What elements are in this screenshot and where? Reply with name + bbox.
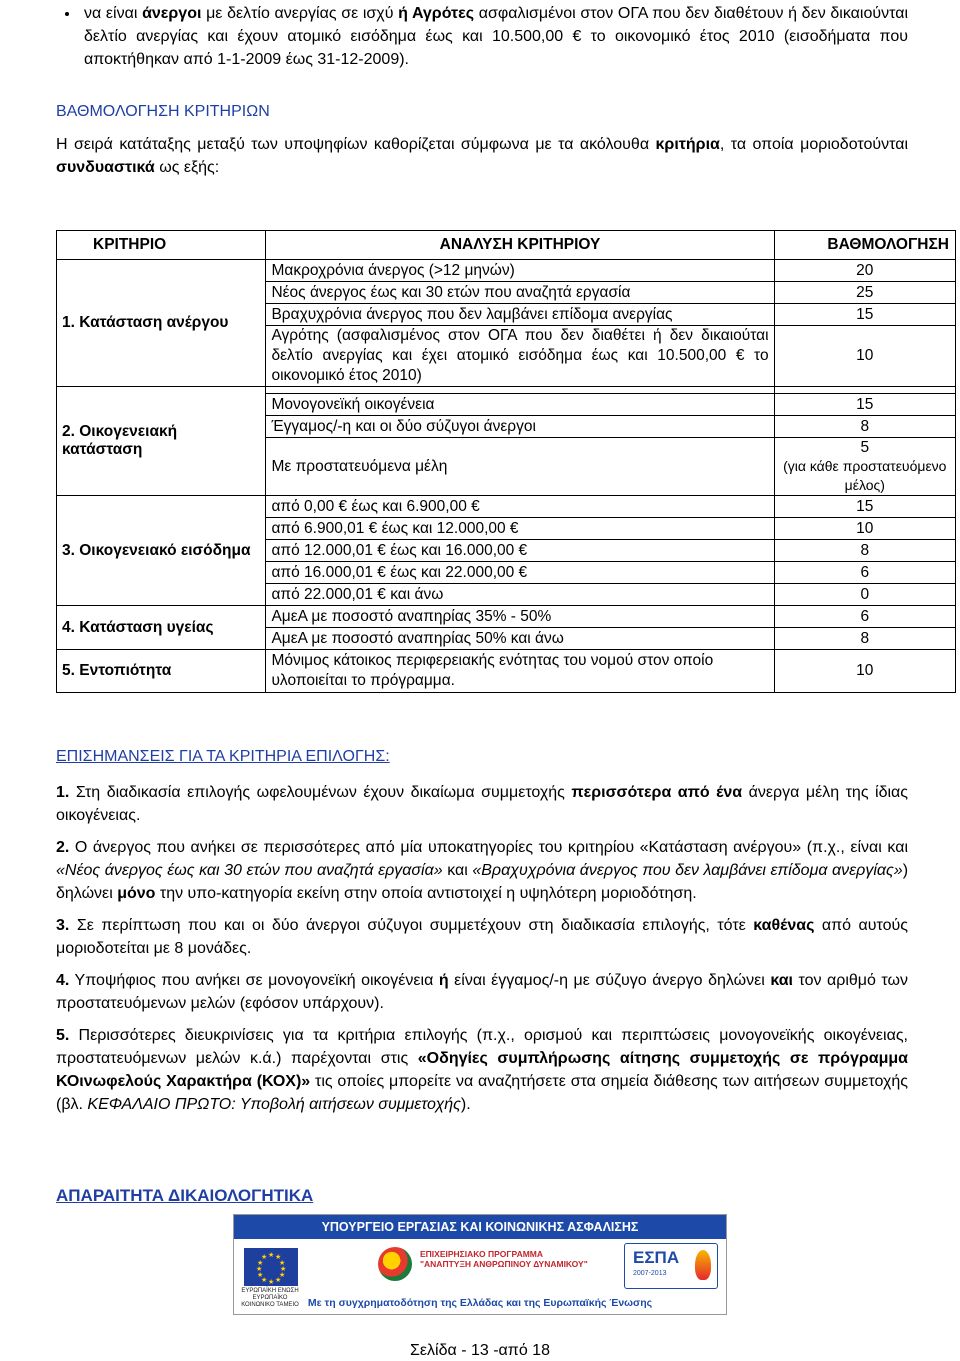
criterion-score: 0 <box>774 584 955 606</box>
criterion-score: 6 <box>774 562 955 584</box>
criterion-desc: από 12.000,01 € έως και 16.000,00 € <box>266 540 774 562</box>
criterion-score-cell <box>774 438 955 496</box>
header-analysis: ΑΝΑΛΥΣΗ ΚΡΙΤΗΡΙΟΥ <box>266 231 774 260</box>
criteria-table <box>56 230 956 693</box>
ministry-title: ΥΠΟΥΡΓΕΙΟ ΕΡΓΑΣΙΑΣ ΚΑΙ ΚΟΙΝΩΝΙΚΗΣ ΑΣΦΑΛΙΣΗΣ <box>234 1215 726 1239</box>
criterion-desc: ΑμεΑ με ποσοστό αναπηρίας 35% - 50% <box>266 606 774 628</box>
header-score: ΒΑΘΜΟΛΟΓΗΣΗ <box>774 231 955 260</box>
espa-flame-icon <box>695 1250 711 1280</box>
table-header-row <box>57 231 956 260</box>
note-1: 1. Στη διαδικασία επιλογής ωφελουμένων έχουν δικαίωμα συμμετοχής περισσότερα από ένα άνεργα μέλη της ίδιας οικογένειας. <box>56 784 909 824</box>
intro-bullet-item: • να είναι άνεργοι με δελτίο ανεργίας σε ισχύ ή Αγρότες ασφαλισμένοι στον ΟΓΑ που δεν διαθέτουν ή δεν δικαιούνται δελτίο ανεργίας και έχουν ατομικό εισόδημα έως και 10.500,00 € το οικονομικό έτος 2010 (εισοδήματα που αποκτήθηκαν από 1-1-2009 έως 31-12-2009). <box>80 2 908 71</box>
program-logo-icon <box>378 1247 412 1281</box>
program-name: ΕΠΙΧΕΙΡΗΣΙΑΚΟ ΠΡΟΓΡΑΜΜΑ "ΑΝΑΠΤΥΞΗ ΑΝΘΡΩΠΙΝΟΥ ΔΥΝΑΜΙΚΟΥ" <box>420 1249 588 1269</box>
criterion-desc: Μονογονεϊκή οικογένεια <box>266 394 774 416</box>
note-5: 5. Περισσότερες διευκρινίσεις για τα κριτήρια επιλογής (π.χ., ορισμού και περιπτώσεις μονογονεϊκής οικογένειας, προστατευόμενων μελών κ.ά.) παρέχονται στις «Οδηγίες συμπλήρωσης αίτησης συμμετοχής σε πρόγραμμα ΚΟινωφελούς Χαρακτήρα (ΚΟΧ)» τις οποίες μπορείτε να αναζητήσετε στα σημεία διάθεσης των αιτήσεων συμμετοχής (βλ. ΚΕΦΑΛΑΙΟ ΠΡΩΤΟ: Υποβολή αιτήσεων συμμετοχής). <box>56 1027 909 1113</box>
criterion-desc: από 16.000,01 € έως και 22.000,00 € <box>266 562 774 584</box>
table-row <box>57 650 956 693</box>
note-2: 2. Ο άνεργος που ανήκει σε περισσότερες από μία υποκατηγορίες του κριτηρίου «Κατάσταση ανέργου» (π.χ., είναι και «Νέος άνεργος έως και 30 ετών που αναζητά εργασία» και «Βραχυχρόνια άνεργος που δεν λαμβάνει επίδομα ανεργίας») δηλώνει μόνο την υπο-κατηγορία εκείνη στην οποία αντιστοιχεί η υψηλότερη μοριοδότηση. <box>56 839 909 902</box>
eu-flag-icon: ★ ★ ★ ★ ★ ★ ★ ★ ★ ★ ★ ★ <box>244 1248 298 1286</box>
criterion-score-note: (για κάθε προστατευόμενο μέλος) <box>783 458 947 493</box>
criterion-name: 2. Οικογενειακή κατάσταση <box>57 387 266 496</box>
header-criterion: ΚΡΙΤΗΡΙΟ <box>57 231 266 260</box>
criterion-score: 15 <box>774 394 955 416</box>
criterion-score: 5 <box>860 439 870 456</box>
criterion-score: 8 <box>774 416 955 438</box>
criterion-score: 10 <box>774 518 955 540</box>
criterion-score: 8 <box>774 540 955 562</box>
criterion-desc: από 6.900,01 € έως και 12.000,00 € <box>266 518 774 540</box>
table-row <box>57 260 956 282</box>
notes-block <box>56 781 908 1125</box>
table-row <box>57 606 956 628</box>
criteria-intro-paragraph: Η σειρά κατάταξης μεταξύ των υποψηφίων καθορίζεται σύμφωνα με τα ακόλουθα κριτήρια, τα οποία μοριοδοτούνται συνδυαστικά ως εξής: <box>56 136 909 176</box>
criterion-desc: από 0,00 € έως και 6.900,00 € <box>266 496 774 518</box>
page-number-footer: Σελίδα - 13 -από 18 <box>410 1342 550 1359</box>
espa-wordmark: ΕΣΠΑ <box>633 1248 680 1267</box>
table-row-spacer <box>57 387 956 394</box>
note-3: 3. Σε περίπτωση που και οι δύο άνεργοι σύζυγοι συμμετέχουν στη διαδικασία επιλογής, τότε καθένας από αυτούς μοριοδοτείται με 8 μονάδες. <box>56 917 909 957</box>
criterion-score: 10 <box>774 326 955 387</box>
criterion-score: 10 <box>774 650 955 693</box>
note-4: 4. Υποψήφιος που ανήκει σε μονογονεϊκή οικογένεια ή είναι έγγαμος/-η με σύζυγο άνεργο δηλώνει και τον αριθμό των προστατευόμενων μελών (εφόσον υπάρχουν). <box>56 972 909 1012</box>
criterion-desc: από 22.000,01 € και άνω <box>266 584 774 606</box>
espa-logo <box>624 1243 718 1289</box>
criterion-score: 6 <box>774 606 955 628</box>
criterion-desc: ΑμεΑ με ποσοστό αναπηρίας 50% και άνω <box>266 628 774 650</box>
criterion-desc: Βραχυχρόνια άνεργος που δεν λαμβάνει επίδομα ανεργίας <box>266 304 774 326</box>
required-documents-heading: ΑΠΑΡΑΙΤΗΤΑ ΔΙΚΑΙΟΛΟΓΗΤΙΚΑ <box>56 1186 314 1205</box>
criterion-desc: Έγγαμος/-η και οι δύο σύζυγοι άνεργοι <box>266 416 774 438</box>
table-row <box>57 496 956 518</box>
criterion-score: 15 <box>774 304 955 326</box>
criterion-name: 1. Κατάσταση ανέργου <box>57 260 266 387</box>
eu-caption: ΕΥΡΩΠΑΪΚΗ ΕΝΩΣΗ ΕΥΡΩΠΑΪΚΟ ΚΟΙΝΩΝΙΚΟ ΤΑΜΕΙΟ <box>241 1288 299 1308</box>
criterion-name: 5. Εντοπιότητα <box>57 650 266 693</box>
criterion-desc: Νέος άνεργος έως και 30 ετών που αναζητά εργασία <box>266 282 774 304</box>
funding-banner <box>233 1214 727 1315</box>
criterion-score: 15 <box>774 496 955 518</box>
criterion-score: 25 <box>774 282 955 304</box>
espa-years: 2007-2013 <box>633 1270 667 1277</box>
criterion-score: 8 <box>774 628 955 650</box>
cofunding-statement: Με τη συγχρηματοδότηση της Ελλάδας και της Ευρωπαϊκής Ένωσης <box>307 1297 653 1309</box>
criterion-desc: Μόνιμος κάτοικος περιφερειακής ενότητας του νομού στον οποίο υλοποιείται το πρόγραμμα. <box>266 650 774 693</box>
intro-bullet-block <box>56 2 908 71</box>
criterion-name: 3. Οικογενειακό εισόδημα <box>57 496 266 606</box>
criterion-score: 20 <box>774 260 955 282</box>
criterion-desc: Μακροχρόνια άνεργος (>12 μηνών) <box>266 260 774 282</box>
notes-heading: ΕΠΙΣΗΜΑΝΣΕΙΣ ΓΙΑ ΤΑ ΚΡΙΤΗΡΙΑ ΕΠΙΛΟΓΗΣ: <box>56 748 390 765</box>
criterion-desc: Αγρότης (ασφαλισμένος στον ΟΓΑ που δεν διαθέτει ή δεν δικαιούται δελτίο ανεργίας και έχει ατομικό εισόδημα έως και 10.500,00 € το οικονομικό έτος 2010) <box>266 326 774 387</box>
criterion-name: 4. Κατάσταση υγείας <box>57 606 266 650</box>
criteria-heading: ΒΑΘΜΟΛΟΓΗΣΗ ΚΡΙΤΗΡΙΩΝ <box>56 103 270 120</box>
criterion-desc: Με προστατευόμενα μέλη <box>266 438 774 496</box>
